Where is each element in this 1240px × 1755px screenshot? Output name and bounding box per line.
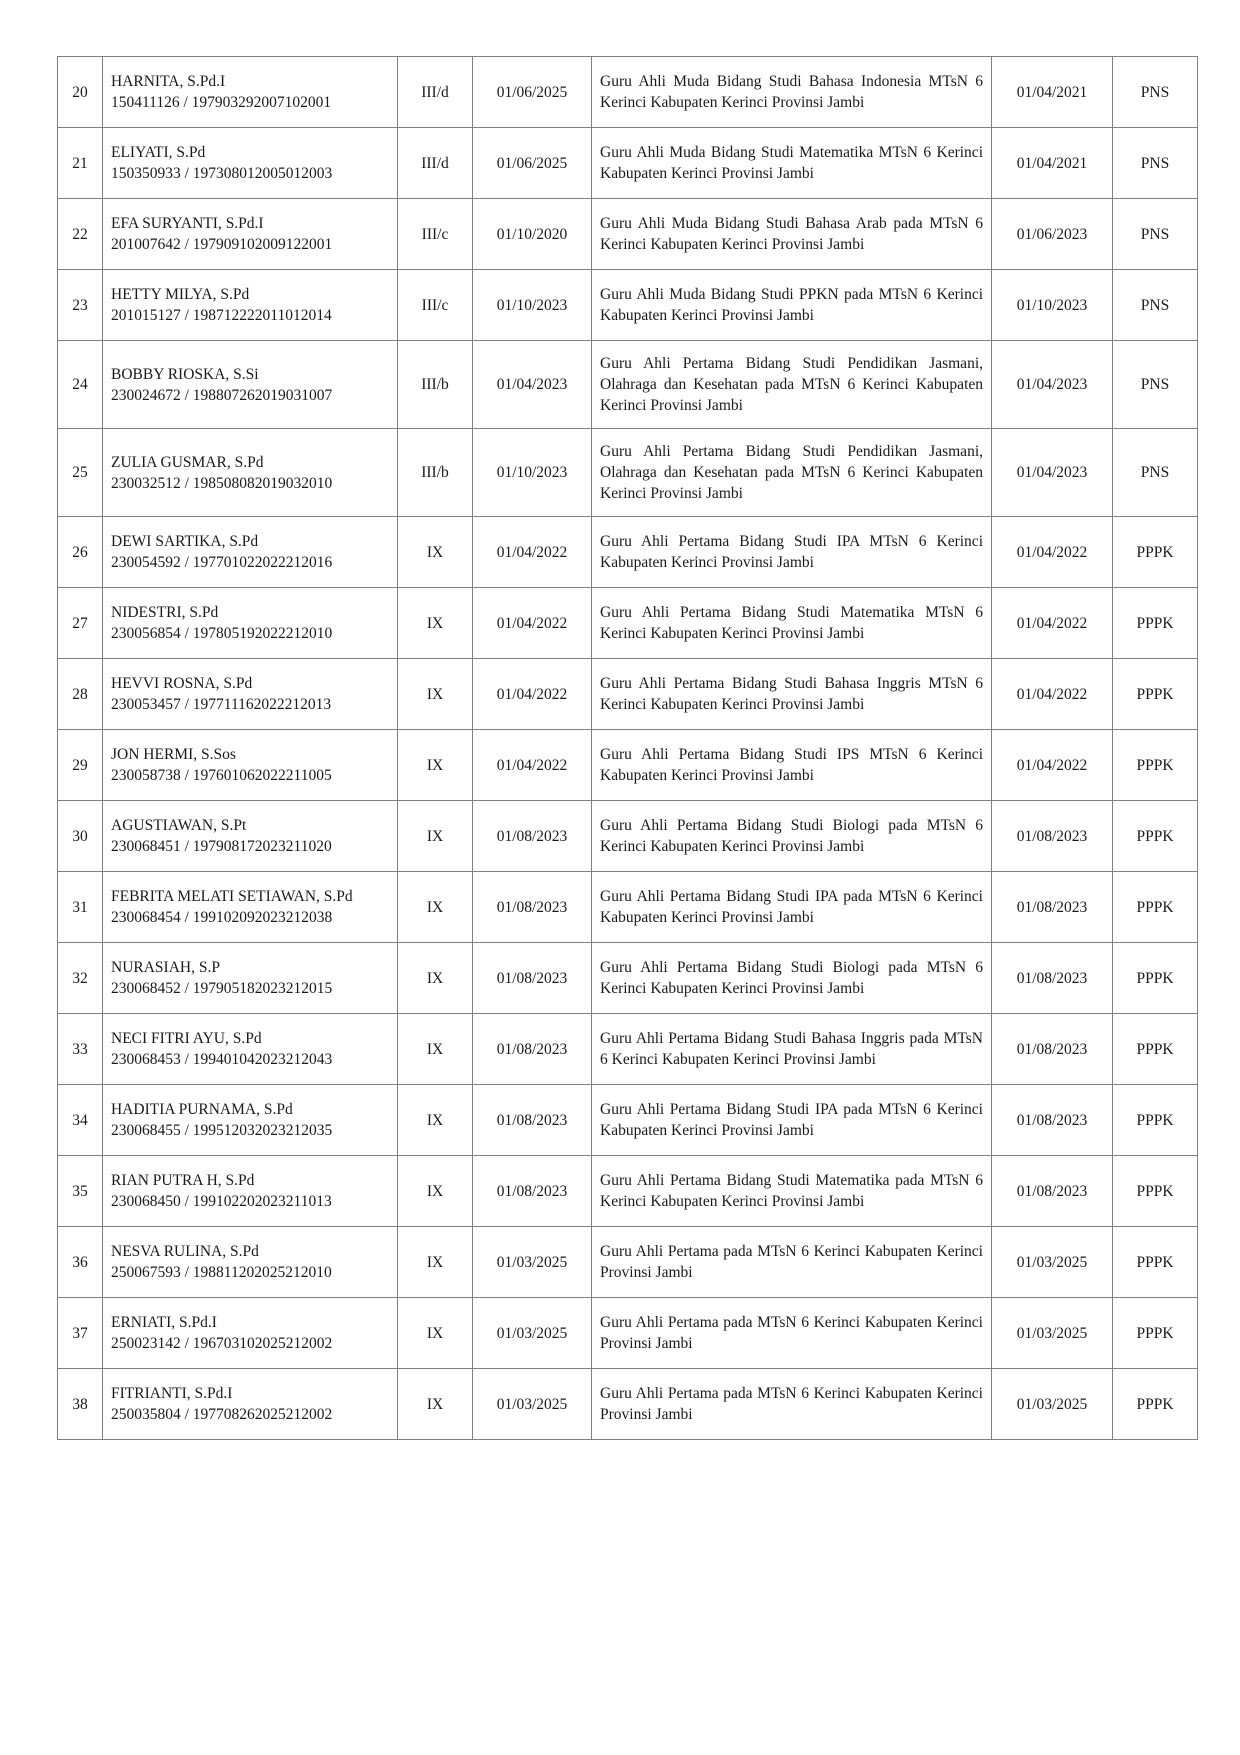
employee-name-cell xyxy=(103,429,398,517)
rank-tmt-date: 01/06/2025 xyxy=(473,128,592,199)
table-row xyxy=(58,872,1198,943)
rank-grade: IX xyxy=(398,1298,473,1369)
position-tmt-date: 01/10/2023 xyxy=(992,270,1113,341)
employee-nip: 230068451 / 197908172023211020 xyxy=(111,838,332,855)
rank-grade: IX xyxy=(398,1014,473,1085)
row-number: 20 xyxy=(58,57,103,128)
employment-status: PPPK xyxy=(1113,1298,1198,1369)
position-description: Guru Ahli Pertama Bidang Studi Biologi pada MTsN 6 Kerinci Kabupaten Kerinci Provinsi Jambi xyxy=(592,801,992,872)
position-tmt-date: 01/08/2023 xyxy=(992,943,1113,1014)
rank-grade: III/d xyxy=(398,128,473,199)
employee-name-cell xyxy=(103,1369,398,1440)
employee-name-cell xyxy=(103,1085,398,1156)
employee-name: JON HERMI, S.Sos xyxy=(111,746,236,763)
position-tmt-date: 01/03/2025 xyxy=(992,1227,1113,1298)
row-number: 32 xyxy=(58,943,103,1014)
employee-name-cell xyxy=(103,943,398,1014)
position-description: Guru Ahli Muda Bidang Studi Matematika MTsN 6 Kerinci Kabupaten Kerinci Provinsi Jambi xyxy=(592,128,992,199)
position-description: Guru Ahli Pertama Bidang Studi IPA MTsN 6 Kerinci Kabupaten Kerinci Provinsi Jambi xyxy=(592,517,992,588)
table-row xyxy=(58,943,1198,1014)
row-number: 23 xyxy=(58,270,103,341)
position-tmt-date: 01/08/2023 xyxy=(992,801,1113,872)
rank-tmt-date: 01/10/2023 xyxy=(473,429,592,517)
employee-nip: 250067593 / 198811202025212010 xyxy=(111,1264,332,1281)
row-number: 36 xyxy=(58,1227,103,1298)
rank-tmt-date: 01/10/2023 xyxy=(473,270,592,341)
rank-tmt-date: 01/04/2022 xyxy=(473,517,592,588)
employee-name: HADITIA PURNAMA, S.Pd xyxy=(111,1101,293,1118)
employee-nip: 201007642 / 197909102009122001 xyxy=(111,236,333,253)
row-number: 25 xyxy=(58,429,103,517)
row-number: 29 xyxy=(58,730,103,801)
employee-name: HARNITA, S.Pd.I xyxy=(111,73,226,90)
row-number: 35 xyxy=(58,1156,103,1227)
employee-name: FITRIANTI, S.Pd.I xyxy=(111,1385,233,1402)
row-number: 26 xyxy=(58,517,103,588)
employee-name: BOBBY RIOSKA, S.Si xyxy=(111,365,259,383)
position-tmt-date: 01/04/2023 xyxy=(992,429,1113,517)
employee-nip: 230068454 / 199102092023212038 xyxy=(111,909,333,926)
rank-tmt-date: 01/08/2023 xyxy=(473,1156,592,1227)
position-tmt-date: 01/08/2023 xyxy=(992,872,1113,943)
employee-name: HEVVI ROSNA, S.Pd xyxy=(111,675,253,692)
row-number: 31 xyxy=(58,872,103,943)
table-row xyxy=(58,1369,1198,1440)
position-tmt-date: 01/04/2022 xyxy=(992,588,1113,659)
employment-status: PNS xyxy=(1113,57,1198,128)
position-tmt-date: 01/04/2021 xyxy=(992,128,1113,199)
rank-grade: IX xyxy=(398,1085,473,1156)
position-tmt-date: 01/08/2023 xyxy=(992,1085,1113,1156)
employment-status: PPPK xyxy=(1113,1369,1198,1440)
employee-name: NESVA RULINA, S.Pd xyxy=(111,1243,259,1260)
employee-nip: 250035804 / 197708262025212002 xyxy=(111,1406,333,1423)
row-number: 22 xyxy=(58,199,103,270)
table-row xyxy=(58,1227,1198,1298)
employee-nip: 150350933 / 197308012005012003 xyxy=(111,165,333,182)
table-row xyxy=(58,730,1198,801)
position-description: Guru Ahli Pertama Bidang Studi Biologi pada MTsN 6 Kerinci Kabupaten Kerinci Provinsi Jambi xyxy=(592,943,992,1014)
position-description: Guru Ahli Pertama Bidang Studi Pendidikan Jasmani, Olahraga dan Kesehatan pada MTsN 6 Kerinci Kabupaten Kerinci Provinsi Jambi xyxy=(592,341,992,429)
row-number: 34 xyxy=(58,1085,103,1156)
rank-tmt-date: 01/10/2020 xyxy=(473,199,592,270)
employment-status: PNS xyxy=(1113,270,1198,341)
employee-name-cell xyxy=(103,1227,398,1298)
employee-name-cell xyxy=(103,588,398,659)
row-number: 37 xyxy=(58,1298,103,1369)
table-row xyxy=(58,1085,1198,1156)
employee-nip: 230068452 / 197905182023212015 xyxy=(111,980,333,997)
employment-status: PPPK xyxy=(1113,801,1198,872)
rank-tmt-date: 01/08/2023 xyxy=(473,801,592,872)
table-row xyxy=(58,57,1198,128)
row-number: 28 xyxy=(58,659,103,730)
rank-grade: IX xyxy=(398,1227,473,1298)
employment-status: PPPK xyxy=(1113,517,1198,588)
position-tmt-date: 01/04/2022 xyxy=(992,730,1113,801)
rank-grade: III/b xyxy=(398,429,473,517)
employee-name-cell xyxy=(103,128,398,199)
rank-tmt-date: 01/04/2022 xyxy=(473,588,592,659)
table-row xyxy=(58,588,1198,659)
table-row xyxy=(58,1014,1198,1085)
employment-status: PPPK xyxy=(1113,1085,1198,1156)
employment-status: PNS xyxy=(1113,341,1198,429)
table-row xyxy=(58,659,1198,730)
employee-name-cell xyxy=(103,341,398,429)
rank-tmt-date: 01/04/2022 xyxy=(473,730,592,801)
employee-nip: 230054592 / 197701022022212016 xyxy=(111,554,333,571)
position-description: Guru Ahli Pertama Bidang Studi Bahasa Inggris pada MTsN 6 Kerinci Kabupaten Kerinci Provinsi Jambi xyxy=(592,1014,992,1085)
rank-grade: IX xyxy=(398,1156,473,1227)
position-description: Guru Ahli Pertama Bidang Studi IPA pada MTsN 6 Kerinci Kabupaten Kerinci Provinsi Jambi xyxy=(592,872,992,943)
rank-grade: IX xyxy=(398,659,473,730)
employee-name: RIAN PUTRA H, S.Pd xyxy=(111,1172,255,1189)
position-description: Guru Ahli Pertama Bidang Studi Matematika pada MTsN 6 Kerinci Kabupaten Kerinci Provinsi Jambi xyxy=(592,1156,992,1227)
rank-tmt-date: 01/03/2025 xyxy=(473,1369,592,1440)
employee-name: AGUSTIAWAN, S.Pt xyxy=(111,817,247,834)
table-row xyxy=(58,1298,1198,1369)
position-tmt-date: 01/04/2023 xyxy=(992,341,1113,429)
employee-nip: 230068455 / 199512032023212035 xyxy=(111,1122,333,1139)
table-row xyxy=(58,801,1198,872)
rank-tmt-date: 01/08/2023 xyxy=(473,872,592,943)
table-row xyxy=(58,199,1198,270)
position-description: Guru Ahli Pertama Bidang Studi IPS MTsN 6 Kerinci Kabupaten Kerinci Provinsi Jambi xyxy=(592,730,992,801)
employment-status: PPPK xyxy=(1113,659,1198,730)
rank-tmt-date: 01/08/2023 xyxy=(473,1085,592,1156)
position-description: Guru Ahli Pertama Bidang Studi Bahasa Inggris MTsN 6 Kerinci Kabupaten Kerinci Provinsi Jambi xyxy=(592,659,992,730)
employment-status: PPPK xyxy=(1113,943,1198,1014)
table-body xyxy=(58,57,1198,1440)
table-row xyxy=(58,270,1198,341)
rank-grade: IX xyxy=(398,872,473,943)
table-row xyxy=(58,429,1198,517)
employment-status: PPPK xyxy=(1113,588,1198,659)
employee-nip: 230068450 / 199102202023211013 xyxy=(111,1193,332,1210)
position-description: Guru Ahli Pertama Bidang Studi IPA pada MTsN 6 Kerinci Kabupaten Kerinci Provinsi Jambi xyxy=(592,1085,992,1156)
employee-nip: 201015127 / 198712222011012014 xyxy=(111,307,332,324)
employee-name-cell xyxy=(103,517,398,588)
row-number: 38 xyxy=(58,1369,103,1440)
position-tmt-date: 01/04/2022 xyxy=(992,517,1113,588)
position-tmt-date: 01/03/2025 xyxy=(992,1298,1113,1369)
position-description: Guru Ahli Muda Bidang Studi Bahasa Indonesia MTsN 6 Kerinci Kabupaten Kerinci Provinsi Jambi xyxy=(592,57,992,128)
employee-name: NECI FITRI AYU, S.Pd xyxy=(111,1030,262,1047)
personnel-table xyxy=(57,56,1198,1440)
employee-name: EFA SURYANTI, S.Pd.I xyxy=(111,215,264,232)
position-description: Guru Ahli Pertama pada MTsN 6 Kerinci Kabupaten Kerinci Provinsi Jambi xyxy=(592,1369,992,1440)
employee-name-cell xyxy=(103,1156,398,1227)
rank-tmt-date: 01/08/2023 xyxy=(473,943,592,1014)
position-tmt-date: 01/04/2022 xyxy=(992,659,1113,730)
rank-tmt-date: 01/04/2022 xyxy=(473,659,592,730)
employee-name-cell xyxy=(103,801,398,872)
position-description: Guru Ahli Pertama Bidang Studi Matematika MTsN 6 Kerinci Kabupaten Kerinci Provinsi Jambi xyxy=(592,588,992,659)
employment-status: PNS xyxy=(1113,429,1198,517)
position-description: Guru Ahli Pertama Bidang Studi Pendidikan Jasmani, Olahraga dan Kesehatan pada MTsN 6 Kerinci Kabupaten Kerinci Provinsi Jambi xyxy=(592,429,992,517)
table-row xyxy=(58,128,1198,199)
employee-name-cell xyxy=(103,270,398,341)
row-number: 33 xyxy=(58,1014,103,1085)
employee-name-cell xyxy=(103,1014,398,1085)
position-description: Guru Ahli Muda Bidang Studi PPKN pada MTsN 6 Kerinci Kabupaten Kerinci Provinsi Jambi xyxy=(592,270,992,341)
rank-tmt-date: 01/03/2025 xyxy=(473,1298,592,1369)
rank-grade: IX xyxy=(398,801,473,872)
employee-name-cell xyxy=(103,659,398,730)
employee-name: ELIYATI, S.Pd xyxy=(111,144,206,161)
employee-name: NURASIAH, S.P xyxy=(111,959,220,976)
position-tmt-date: 01/03/2025 xyxy=(992,1369,1113,1440)
employee-name-cell xyxy=(103,199,398,270)
employment-status: PPPK xyxy=(1113,1156,1198,1227)
rank-grade: III/b xyxy=(398,341,473,429)
employee-name-cell xyxy=(103,872,398,943)
rank-tmt-date: 01/06/2025 xyxy=(473,57,592,128)
row-number: 24 xyxy=(58,341,103,429)
position-tmt-date: 01/04/2021 xyxy=(992,57,1113,128)
employee-name-cell xyxy=(103,1298,398,1369)
rank-grade: III/c xyxy=(398,270,473,341)
employment-status: PPPK xyxy=(1113,1227,1198,1298)
employee-name: NIDESTRI, S.Pd xyxy=(111,604,219,621)
employment-status: PPPK xyxy=(1113,1014,1198,1085)
employee-nip: 230058738 / 197601062022211005 xyxy=(111,767,332,784)
rank-grade: IX xyxy=(398,588,473,659)
employee-name: HETTY MILYA, S.Pd xyxy=(111,286,250,303)
employee-nip: 250023142 / 196703102025212002 xyxy=(111,1335,333,1352)
rank-grade: III/d xyxy=(398,57,473,128)
position-description: Guru Ahli Pertama pada MTsN 6 Kerinci Kabupaten Kerinci Provinsi Jambi xyxy=(592,1227,992,1298)
employee-nip: 150411126 / 197903292007102001 xyxy=(111,94,332,111)
rank-grade: IX xyxy=(398,1369,473,1440)
employment-status: PPPK xyxy=(1113,872,1198,943)
rank-grade: IX xyxy=(398,943,473,1014)
employee-nip: 230053457 / 197711162022212013 xyxy=(111,696,332,713)
employee-name-cell xyxy=(103,57,398,128)
employee-name-cell xyxy=(103,730,398,801)
position-description: Guru Ahli Muda Bidang Studi Bahasa Arab pada MTsN 6 Kerinci Kabupaten Kerinci Provinsi Jambi xyxy=(592,199,992,270)
employee-nip: 230056854 / 197805192022212010 xyxy=(111,625,333,642)
employee-nip: 230032512 / 198508082019032010 xyxy=(111,474,333,492)
employee-name: FEBRITA MELATI SETIAWAN, S.Pd xyxy=(111,888,353,905)
employment-status: PNS xyxy=(1113,128,1198,199)
row-number: 30 xyxy=(58,801,103,872)
rank-grade: IX xyxy=(398,730,473,801)
rank-grade: III/c xyxy=(398,199,473,270)
row-number: 27 xyxy=(58,588,103,659)
employee-nip: 230024672 / 198807262019031007 xyxy=(111,386,333,404)
table-row xyxy=(58,341,1198,429)
position-tmt-date: 01/08/2023 xyxy=(992,1014,1113,1085)
rank-tmt-date: 01/04/2023 xyxy=(473,341,592,429)
position-tmt-date: 01/06/2023 xyxy=(992,199,1113,270)
employee-name: ZULIA GUSMAR, S.Pd xyxy=(111,453,264,471)
row-number: 21 xyxy=(58,128,103,199)
employee-nip: 230068453 / 199401042023212043 xyxy=(111,1051,333,1068)
employee-name: DEWI SARTIKA, S.Pd xyxy=(111,533,259,550)
employment-status: PPPK xyxy=(1113,730,1198,801)
position-description: Guru Ahli Pertama pada MTsN 6 Kerinci Kabupaten Kerinci Provinsi Jambi xyxy=(592,1298,992,1369)
rank-grade: IX xyxy=(398,517,473,588)
employment-status: PNS xyxy=(1113,199,1198,270)
position-tmt-date: 01/08/2023 xyxy=(992,1156,1113,1227)
table-row xyxy=(58,1156,1198,1227)
table-row xyxy=(58,517,1198,588)
rank-tmt-date: 01/03/2025 xyxy=(473,1227,592,1298)
rank-tmt-date: 01/08/2023 xyxy=(473,1014,592,1085)
employee-name: ERNIATI, S.Pd.I xyxy=(111,1314,217,1331)
